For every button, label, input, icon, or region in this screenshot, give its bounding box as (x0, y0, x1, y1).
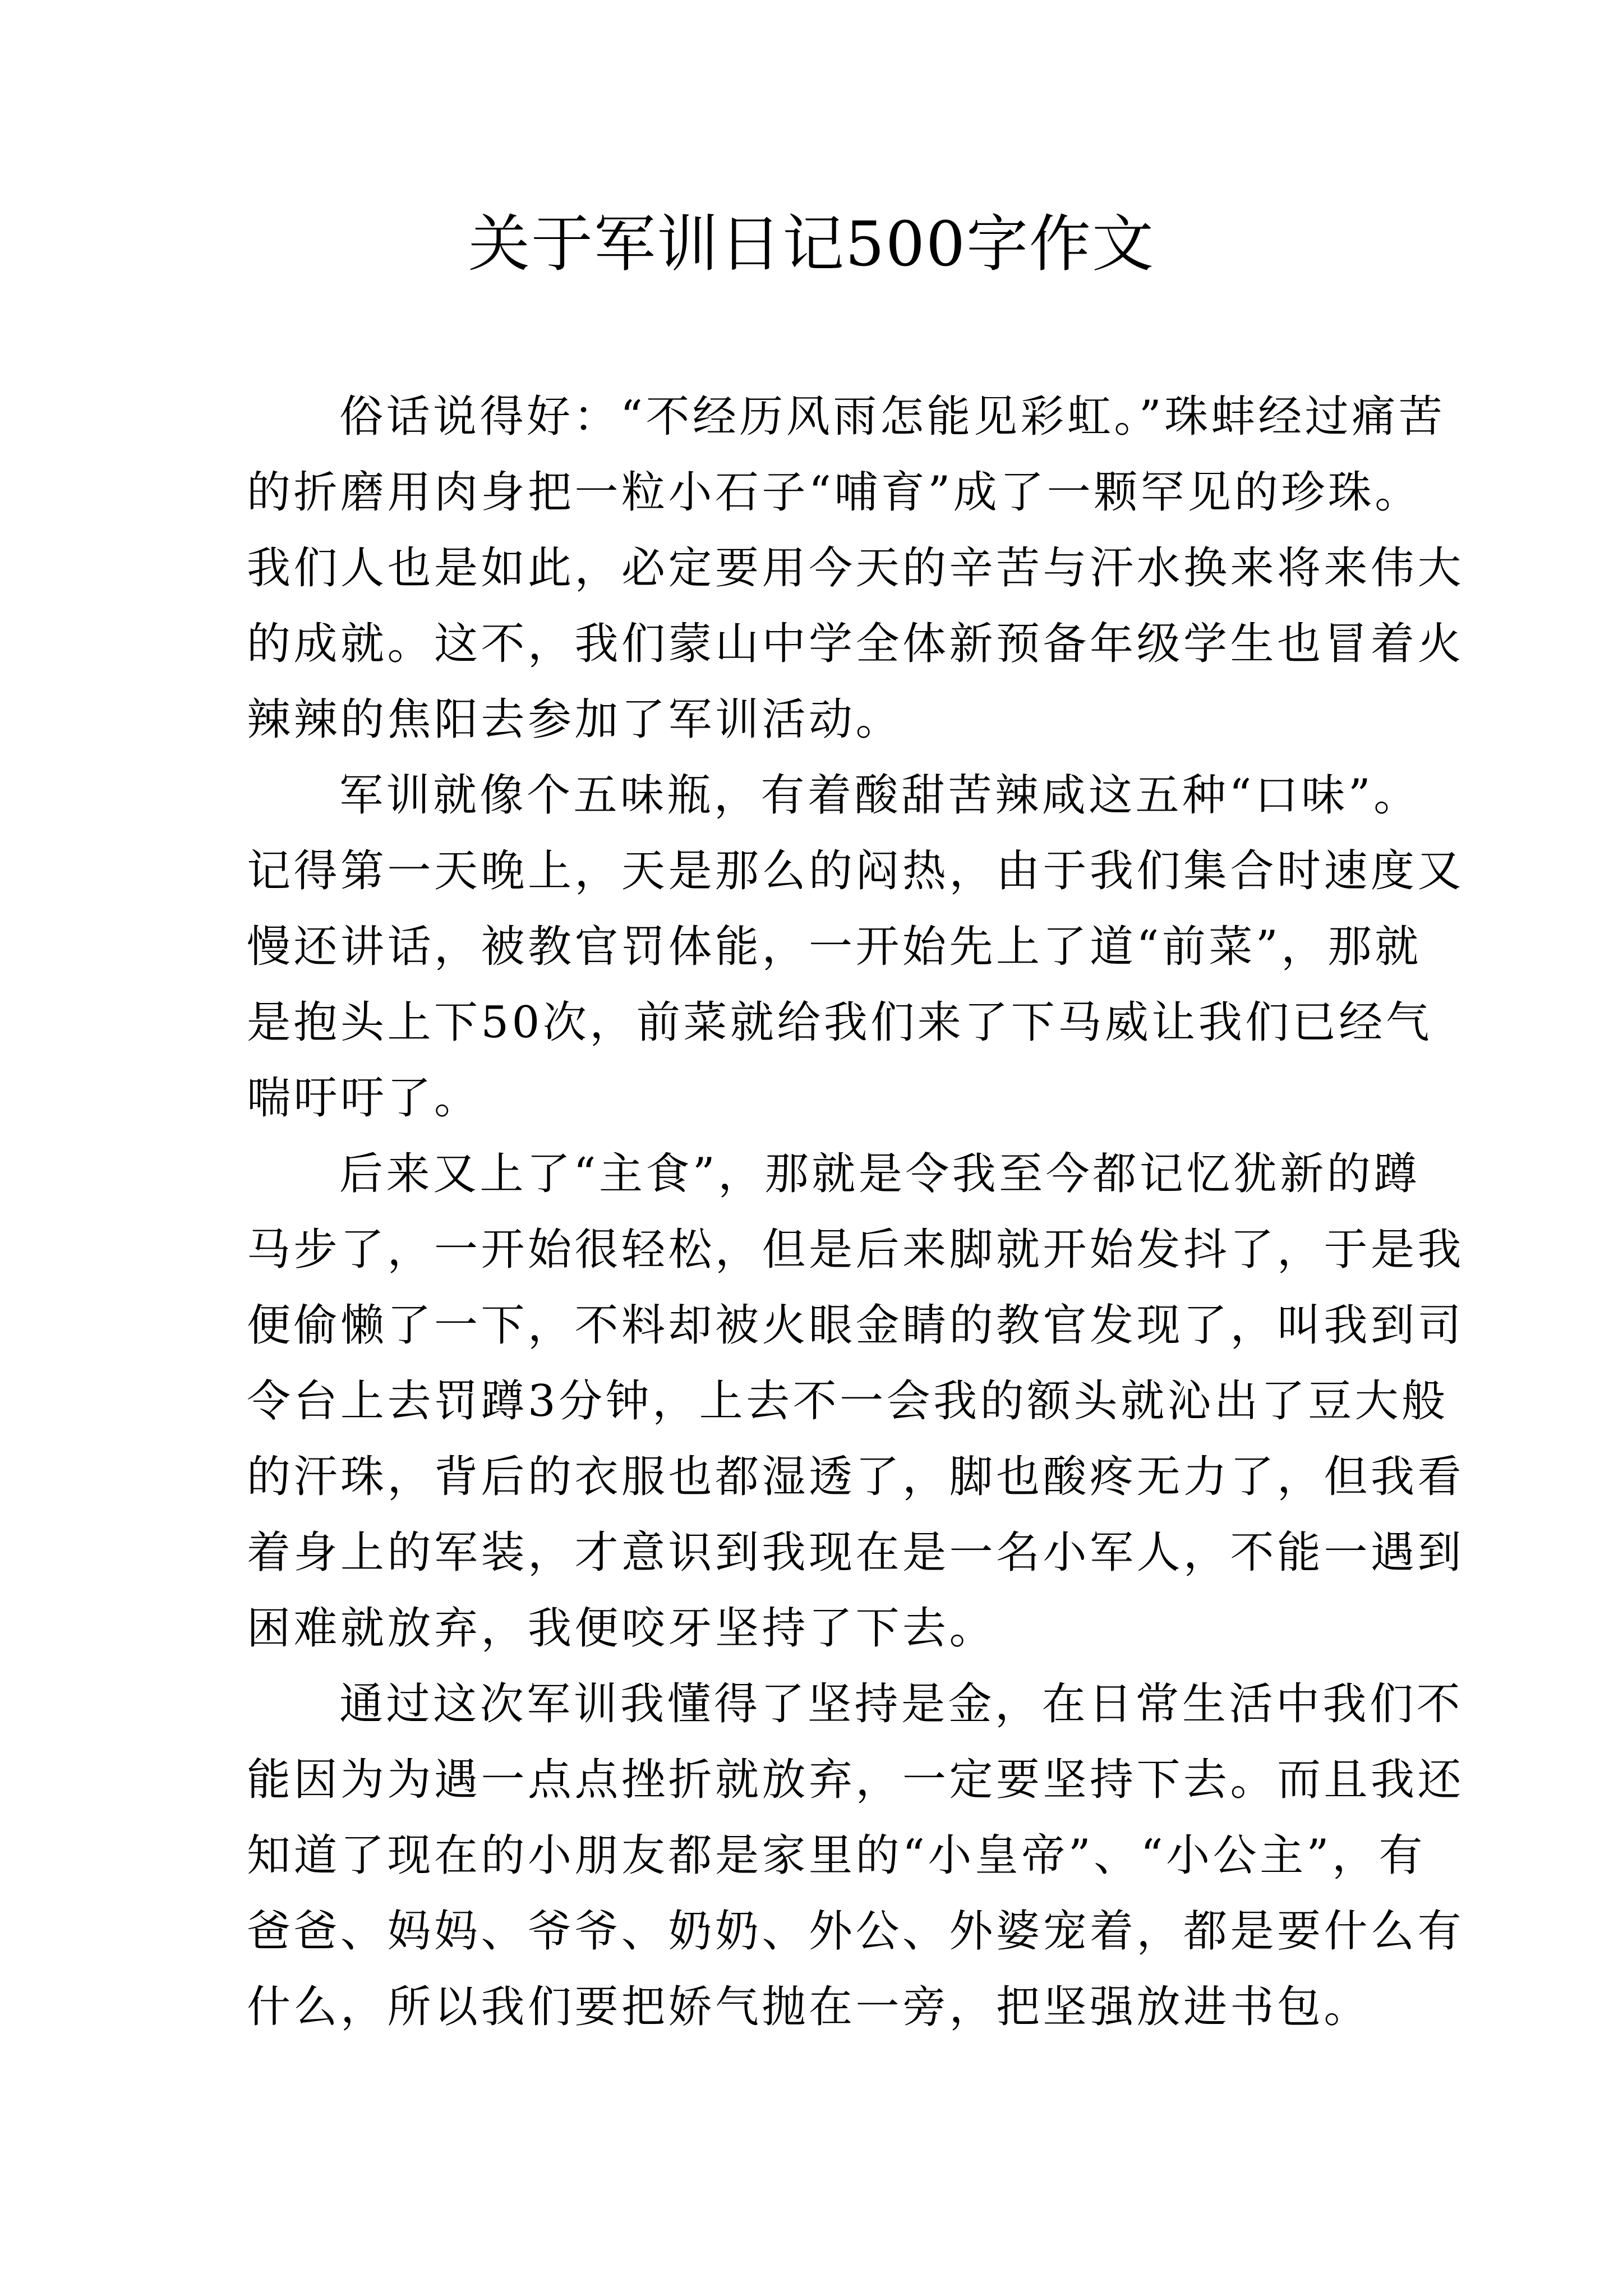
paragraph-1-line-5: 辣辣的焦阳去参加了军训活动。 (247, 694, 903, 745)
paragraph-3-line-6: 着身上的军装，才意识到我现在是一名小军人，不能一遇到 (247, 1527, 1465, 1578)
paragraph-4-line-2: 能因为为遇一点点挫折就放弃，一定要坚持下去。而且我还 (247, 1755, 1465, 1805)
paragraph-3-line-1: 后来又上了“主食”，那就是令我至今都记忆犹新的蹲 (339, 1149, 1421, 1199)
paragraph-4-line-3: 知道了现在的小朋友都是家里的“小皇帝”、“小公主”，有 (247, 1830, 1426, 1881)
paragraph-3-line-2: 马步了，一开始很轻松，但是后来脚就开始发抖了，于是我 (247, 1225, 1465, 1275)
paragraph-2-line-1: 军训就像个五味瓶，有着酸甜苦辣咸这五种“口味”。 (339, 770, 1421, 821)
paragraph-1-line-1: 俗话说得好：“不经历风雨怎能见彩虹。”珠蚌经过痛苦 (339, 392, 1446, 442)
document-title: 关于军训日记500字作文 (468, 208, 1155, 280)
paragraph-2-line-5: 喘吁吁了。 (247, 1073, 481, 1124)
paragraph-2-line-2: 记得第一天晚上，天是那么的闷热，由于我们集合时速度又 (247, 846, 1465, 896)
paragraph-3-line-4: 令台上去罚蹲3分钟，上去不一会我的额头就沁出了豆大般 (247, 1376, 1449, 1427)
paragraph-3-line-7: 困难就放弃，我便咬牙坚持了下去。 (247, 1603, 997, 1654)
paragraph-2-line-3: 慢还讲话，被教官罚体能，一开始先上了道“前菜”，那就 (247, 922, 1422, 972)
paragraph-4-line-5: 什么，所以我们要把娇气抛在一旁，把坚强放进书包。 (247, 1982, 1371, 2032)
paragraph-3-line-3: 便偷懒了一下，不料却被火眼金睛的教官发现了，叫我到司 (247, 1300, 1465, 1351)
paragraph-3-line-5: 的汗珠，背后的衣服也都湿透了，脚也酸疼无力了，但我看 (247, 1452, 1465, 1502)
paragraph-1-line-4: 的成就。这不，我们蒙山中学全体新预备年级学生也冒着火 (247, 619, 1465, 669)
paragraph-1-line-3: 我们人也是如此，必定要用今天的辛苦与汗水换来将来伟大 (247, 543, 1465, 593)
paragraph-1-line-2: 的折磨用肉身把一粒小石子“哺育”成了一颗罕见的珍珠。 (247, 467, 1422, 518)
document-body (247, 379, 1465, 2045)
paragraph-2-line-4: 是抱头上下50次，前菜就给我们来了下马威让我们已经气 (247, 997, 1433, 1048)
paragraph-4-line-4: 爸爸、妈妈、爷爷、奶奶、外公、外婆宠着，都是要什么有 (247, 1906, 1465, 1957)
paragraph-4-line-1: 通过这次军训我懂得了坚持是金，在日常生活中我们不 (339, 1679, 1464, 1729)
